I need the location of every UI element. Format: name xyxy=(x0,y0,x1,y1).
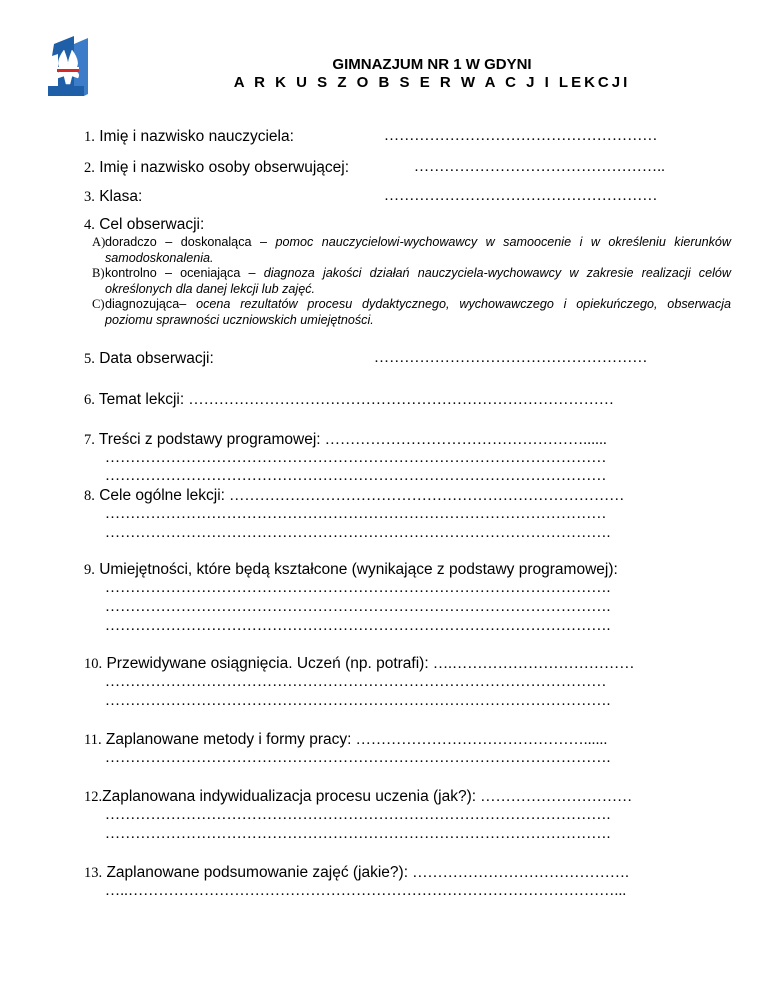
field-label: Zaplanowane metody i formy pracy: xyxy=(105,731,352,748)
field-observation-date: 5. Data obserwacji: xyxy=(84,350,214,367)
field-observer-name: 2. Imię i nazwisko osoby obserwującej: xyxy=(84,159,350,176)
field-fill-line[interactable]: ……………………………………………………………………………………… xyxy=(105,468,607,484)
field-label: Cel obserwacji: xyxy=(99,216,205,233)
field-label: Zaplanowana indywidualizacja procesu uczenia (jak?): xyxy=(102,788,477,805)
field-label: Klasa: xyxy=(99,188,143,205)
field-fill-line[interactable]: ……………………………………………...... xyxy=(324,432,607,448)
field-fill-line[interactable]: ………………………………………………………………………………………. xyxy=(105,580,611,596)
field-fill-line[interactable]: ………………………………………………………………………… xyxy=(188,392,615,408)
field-skills: 9. Umiejętności, które będą kształcone (wynikające z podstawy programowej): xyxy=(84,561,618,578)
sheet-title: A R K U S Z O B S E R W A C J I LEKCJI xyxy=(233,74,631,91)
field-fill-line[interactable]: ………………………………………………………………………………………. xyxy=(105,807,611,823)
field-fill-line[interactable]: ………………………………………………………………………………………. xyxy=(105,750,611,766)
field-label: Temat lekcji: xyxy=(98,391,185,408)
field-general-goals: 8. Cele ogólne lekcji: …………………………………………………………………… xyxy=(84,487,625,504)
field-class: 3. Klasa: xyxy=(84,188,143,205)
field-fill-line[interactable]: ………………………………………………………………………………………. xyxy=(105,826,611,842)
field-fill-line[interactable]: …..……………………………………………………………………………………... xyxy=(105,883,627,899)
field-fill-line[interactable]: ………………………………………………………………………………………. xyxy=(105,599,611,615)
field-fill-line[interactable]: ……………………………………………………………………………………… xyxy=(105,674,607,690)
field-fill-line[interactable]: ………………………………………….. xyxy=(414,159,666,175)
field-label: Przewidywane osiągnięcia. Uczeń (np. potrafi): xyxy=(106,655,429,672)
field-label: Cele ogólne lekcji: xyxy=(99,487,225,504)
field-label: Imię i nazwisko osoby obserwującej: xyxy=(99,159,350,176)
field-teacher-name: 1. Imię i nazwisko nauczyciela: xyxy=(84,128,294,145)
field-fill-line[interactable]: ….……………………………… xyxy=(432,656,635,672)
school-name: GIMNAZJUM NR 1 W GDYNI xyxy=(332,56,532,73)
field-fill-line[interactable]: ………………………………………………………………………………………. xyxy=(105,693,611,709)
field-fill-line[interactable]: ………………………………………...... xyxy=(355,732,608,748)
field-expected-achievements: 10. Przewidywane osiągnięcia. Uczeń (np. potrafi): ….……………………………… xyxy=(84,655,635,672)
field-fill-line[interactable]: ……………………………………………………………………………………… xyxy=(105,450,607,466)
goal-option-a: A) doradczo – doskonaląca – pomoc nauczycielowi-wychowawcy w samoocenie i w określeniu kierunków samodoskonalenia. xyxy=(92,235,732,265)
goal-option-b: B) kontrolno – oceniająca – diagnoza jakości działań nauczyciela-wychowawcy w zakresie realizacji celów określonych dla danej lekcji lub zajęć. xyxy=(92,266,731,296)
field-fill-line[interactable]: ………………………………………………………………………………………. xyxy=(105,618,611,634)
field-label: Data obserwacji: xyxy=(99,350,214,367)
field-fill-line[interactable]: ……………………………………. xyxy=(412,865,630,881)
field-fill-line[interactable]: …………………………………………………………………… xyxy=(229,488,625,504)
field-label: Umiejętności, które będą kształcone (wynikające z podstawy programowej): xyxy=(99,561,618,578)
field-fill-line[interactable]: ………………………… xyxy=(480,789,633,805)
field-label: Treści z podstawy programowej: xyxy=(98,431,321,448)
field-fill-line[interactable]: ……………………………………………… xyxy=(384,188,658,204)
field-lesson-topic: 6. Temat lekcji: ………………………………………………………………………… xyxy=(84,391,615,408)
field-fill-line[interactable]: ……………………………………………… xyxy=(374,350,648,366)
field-curriculum-content: 7. Treści z podstawy programowej: ……………………………………………...... xyxy=(84,431,607,448)
field-label: Imię i nazwisko nauczyciela: xyxy=(99,128,294,145)
field-fill-line[interactable]: ……………………………………………………………………………………… xyxy=(105,506,607,522)
field-fill-line[interactable]: ……………………………………………… xyxy=(384,128,658,144)
field-label: Zaplanowane podsumowanie zajęć (jakie?): xyxy=(106,864,408,881)
field-fill-line[interactable]: ………………………………………………………………………………………. xyxy=(105,525,611,541)
field-observation-goal: 4. Cel obserwacji: xyxy=(84,216,205,233)
field-methods: 11. Zaplanowane metody i formy pracy: ………………………………………...... xyxy=(84,731,608,748)
field-summary: 13. Zaplanowane podsumowanie zajęć (jakie?): ……………………………………. xyxy=(84,864,630,881)
goal-option-c: C) diagnozująca– ocena rezultatów procesu dydaktycznego, wychowawczego i opiekuńczego, obserwacja poziomu sprawności uczniowskich umiejętności. xyxy=(92,297,732,327)
field-individualization: 12.Zaplanowana indywidualizacja procesu uczenia (jak?): ………………………… xyxy=(84,788,633,805)
